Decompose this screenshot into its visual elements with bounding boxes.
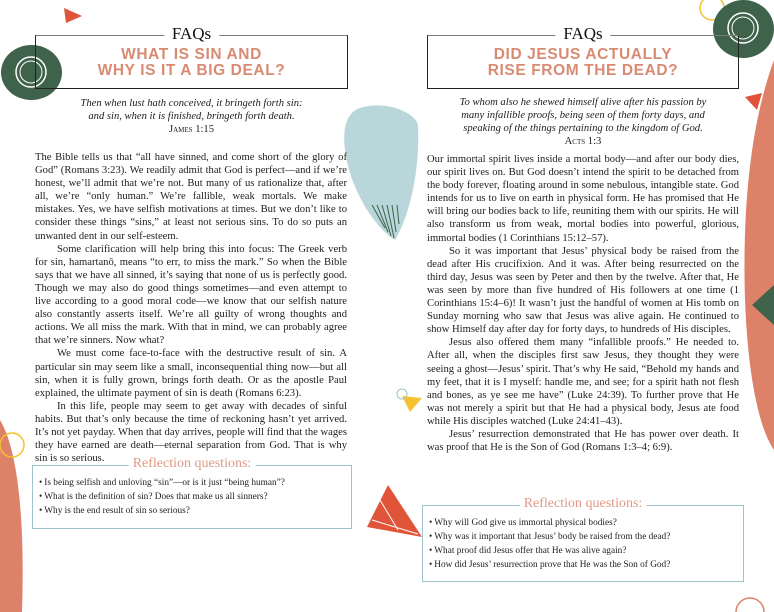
page-title [36,47,347,79]
question-list [429,516,670,572]
red-ring-bottom-right [736,598,764,612]
title-line: WHY IS IT A BIG DEAL? [97,62,286,79]
title-line: WHAT IS SIN AND [121,46,262,63]
epigraph-reference: Acts 1:3 [564,136,602,147]
body-text [35,151,347,465]
page-title [428,47,738,79]
question-item: • How did Jesus’ resurrection prove that He was the Son of God? [429,558,670,572]
light-blue-leaf-shape [344,105,418,240]
paragraph: We must come face-to-face with the destructive result of sin. A particular sin may seem like a small, inconsequential thing now—but all sin, when it is fully grown, brings forth death. Or as the apostle Paul explained, the ultimate payment of sin is death (Romans 6:23). [35,348,347,399]
paragraph: Jesus also offered them many “infallible proofs.” He needed to. After all, when the disciples first saw Jesus, they thought they were seeing a ghost—Jesus’ spirit. That’s why He said, “Behold my hands and my feet, that it is I myself: handle me, and see; for a spirit hath not flesh and bones, as ye see me have” (Luke 24:39). To further prove that He was not merely a spirit but that He had a physical body, Jesus ate food while His disciples watched (Luke 24:41–43). [427,337,739,427]
red-triangle-bottom [367,485,422,537]
epigraph [427,96,739,148]
reflection-title: Reflection questions: [520,496,647,512]
question-item: • What is the definition of sin? Does that make us all sinners? [39,490,285,504]
salmon-shape-right [744,60,774,450]
faq-header-right [427,24,739,89]
paragraph: Our immortal spirit lives inside a mortal body—and after our body dies, our spirit lives on. But God doesn’t intend the spirit to be detached from the body forever, floating around in some nebulous, intangible state. God intends for us to live on earth in physical form. He has promised that He will bring our bodies back to life, reuniting them with our spirits. He will also transform us from weak, mortal bodies into powerful, glorious, immortal bodies (1 Corinthians 15:12–57). [427,154,739,244]
epigraph-line: speaking of the things pertaining to the kingdom of God. [463,123,703,134]
title-line: DID JESUS ACTUALLY [493,46,673,63]
salmon-shape-left [0,420,23,612]
question-item: • Why will God give us immortal physical bodies? [429,516,670,530]
paragraph: Jesus’ resurrection demonstrated that He has power over death. It was proof that He is the Son of God (Romans 1:3–4; 6:9). [427,428,739,454]
paragraph: Some clarification will help bring this into focus: The Greek verb for sin, hamartanō, means “to err, to miss the mark.” So when the Bible says that we have all sinned, it’s saying that none of us is perfectly good. Though we may also do good things sometimes—and even attempt to live according to a good moral code—we know that our selfish nature also constantly asserts itself. We’re all guilty of wrong thoughts and actions. We all miss the mark. With that in mind, we can probably agree that we’re sinners. Now what? [35,243,347,347]
paragraph: In this life, people may seem to get away with decades of sinful habits. But that’s only because the time of reckoning hasn’t yet arrived. It’s not yet payday. When that day arrives, people will find that the wages they have earned are death—eternal separation from God. That is why sin is so serious. [35,400,347,465]
body-text [427,153,739,454]
faq-label: FAQs [164,24,219,44]
paragraph: The Bible tells us that “all have sinned, and come short of the glory of God” (Romans 3:23). We readily admit that God is perfect—and if we’re honest, we’ll admit that we’re not. But many of us rationalize that, after all, we’re “only human.” We’re fallible, weak mortals. We make mistakes. Yes, we have selfish motivations at times. But we don’t like to consider these things “sins,” at least not serious sins. To do so puts an unwanted dent in our self-esteem. [35,152,347,242]
epigraph-line: and sin, when it is finished, bringeth forth death. [88,111,295,122]
reflection-title: Reflection questions: [129,456,256,472]
epigraph [35,97,348,136]
red-triangle-top-left [64,8,82,23]
question-list [39,476,285,518]
question-item: • Why was it important that Jesus’ body be raised from the dead? [429,530,670,544]
reflection-box [32,456,352,529]
epigraph-line: To whom also he shewed himself alive after his passion by [459,97,707,108]
title-line: RISE FROM THE DEAD? [487,62,679,79]
question-item: • Is being selfish and unloving “sin”—or is it just “being human”? [39,476,285,490]
epigraph-reference: James 1:15 [168,124,215,135]
red-triangle-right [745,93,762,110]
reflection-box [422,496,744,582]
small-ring [397,389,407,399]
faq-label: FAQs [555,24,610,44]
epigraph-line: many infallible proofs, being seen of them forty days, and [461,110,705,121]
paragraph: So it was important that Jesus’ physical body be raised from the dead after His crucifixion. And it was. After being resurrected on the third day, Jesus was seen by Peter and then by the twelve. After that, He was seen by more than five hundred of His followers at one time (1 Corinthians 15:4–6)! It wasn’t just the handful of women at His tomb on Sunday morning who saw that Jesus was alive again. He continued to show Himself day after day for forty days, to hundreds of His disciples. [427,245,739,336]
epigraph-line: Then when lust hath conceived, it bringeth forth sin: [80,98,303,109]
faq-header-left [35,24,348,89]
question-item: • Why is the end result of sin so serious? [39,504,285,518]
question-item: • What proof did Jesus offer that He was alive again? [429,544,670,558]
